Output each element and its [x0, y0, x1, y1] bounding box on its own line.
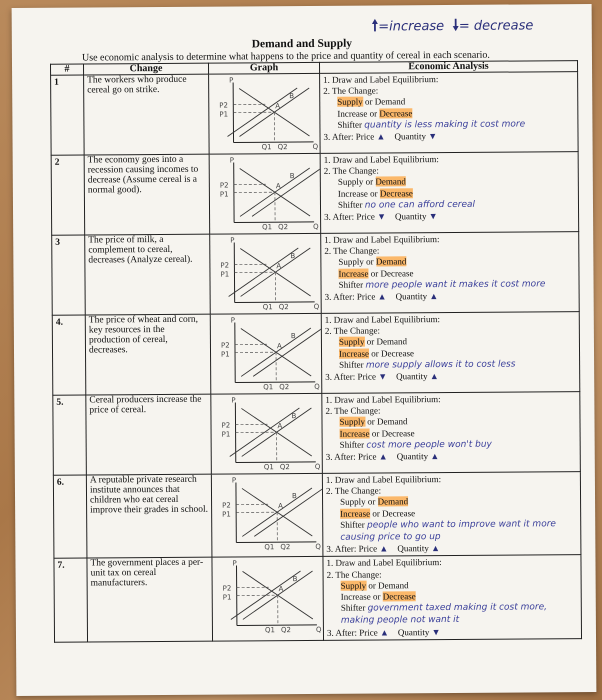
p1-label: P1 — [222, 510, 231, 519]
step-draw-label: 1. Draw and Label Equilibrium: — [323, 154, 439, 165]
increase-decrease-line: Increase or Decrease — [340, 591, 416, 602]
point-a-label: A — [278, 585, 284, 594]
p1-label: P1 — [219, 190, 229, 199]
analysis-cell — [323, 555, 582, 640]
change-cell — [85, 314, 211, 395]
graph-cell — [209, 73, 321, 154]
axis-label-p: P — [231, 396, 236, 405]
point-a-label: A — [276, 262, 282, 271]
change-text: The workers who produce cereal go on strike. — [87, 74, 187, 96]
x-axis — [234, 222, 314, 223]
change-cell — [85, 234, 211, 315]
shifter-line: Shifter more people want it makes it cost more — [338, 279, 546, 291]
q2-label: Q2 — [277, 143, 288, 151]
graph-cell — [211, 473, 323, 557]
step-change-label: 2. The Change: — [323, 85, 379, 97]
p2-label: P2 — [221, 421, 231, 430]
graph-cell — [210, 313, 322, 394]
shifter-line: Shifter no one can afford cereal — [337, 199, 476, 211]
q2-label: Q2 — [279, 383, 290, 391]
supply-demand-graph — [211, 394, 322, 471]
q1-label: Q1 — [263, 383, 274, 391]
axis-label-p: P — [230, 236, 235, 245]
point-b-label: B — [291, 492, 297, 501]
after-line: 3. After: Price ▲ Quantity ▼ — [323, 131, 438, 142]
axis-label-q: Q — [314, 382, 320, 391]
increase-decrease-line: Increase or Decrease — [337, 187, 413, 199]
point-b-label: B — [290, 252, 296, 261]
change-cell — [87, 558, 213, 642]
header-analysis: Economic Analysis — [319, 61, 577, 74]
change-text: The economy goes into a recession causing incomes to decrease (Assume cereal is a normal good). — [87, 154, 199, 196]
row-number: 5. — [53, 395, 87, 475]
table-row — [54, 555, 582, 642]
shifted-curve — [253, 328, 321, 376]
supply-demand-graph — [211, 314, 322, 391]
point-b-label: B — [289, 172, 295, 181]
table-row — [52, 312, 580, 396]
shifted-curve — [227, 88, 297, 136]
shifter-line: Shifter quantity is less making it cost more — [337, 119, 526, 131]
p1-label: P1 — [220, 270, 230, 279]
analysis-cell — [321, 312, 580, 394]
supply-demand-line: Supply or Demand — [340, 496, 409, 508]
table-row — [53, 472, 581, 559]
page-subtitle: Use economic analysis to determine what happens to the price and quantity of cereal in each scenario. — [81, 49, 490, 64]
row-number: 3 — [52, 235, 86, 315]
axis-label-q: Q — [314, 462, 321, 471]
page-title: Demand and Supply — [251, 37, 353, 51]
increase-decrease-line: Increase or Decrease — [339, 427, 415, 439]
p2-label: P2 — [219, 101, 229, 110]
shifter-line: Shifter people who want to improve want it more causing price to go up — [340, 519, 556, 543]
increase-decrease-line: Increase or Decrease — [338, 347, 415, 359]
shifted-curve — [252, 168, 320, 216]
row-number: 4. — [52, 315, 86, 395]
table-row — [53, 392, 581, 476]
legend-increase: =increase — [378, 19, 445, 35]
x-axis — [235, 382, 315, 383]
supply-demand-line: Supply or Demand — [340, 580, 409, 591]
change-cell — [86, 474, 212, 558]
row-number: 6. — [53, 475, 87, 559]
after-line: 3. After: Price ▲ Quantity ▲ — [324, 291, 439, 302]
shifter-line: Shifter government taxed making it cost more, making people not want it — [340, 602, 548, 627]
change-text: The price of milk, a complement to cereal, decreases (Analyze cereal). — [88, 234, 193, 266]
axis-label-p: P — [229, 156, 234, 165]
table-row — [52, 232, 580, 316]
step-draw-label: 1. Draw and Label Equilibrium: — [326, 557, 442, 569]
table-row — [51, 72, 579, 156]
header-change: Change — [83, 63, 208, 75]
x-axis — [236, 542, 316, 543]
shifter-line: Shifter cost more people won't buy — [339, 439, 492, 451]
increase-decrease-line: Increase or Decrease — [340, 507, 416, 519]
step-change-label: 2. The Change: — [325, 485, 382, 497]
step-change-label: 2. The Change: — [325, 405, 381, 417]
supply-demand-line: Supply or Demand — [337, 96, 406, 108]
p1-label: P1 — [221, 350, 230, 359]
change-cell — [84, 154, 210, 235]
q1-label: Q1 — [264, 543, 275, 551]
header-graph: Graph — [208, 62, 319, 74]
q1-label: Q1 — [263, 463, 274, 471]
change-text: Cereal producers increase the price of cereal. — [89, 394, 202, 416]
row-number: 7. — [54, 558, 88, 642]
supply-demand-graph — [212, 474, 323, 551]
q1-label: Q1 — [261, 143, 272, 151]
after-line: 3. After: Price ▼ Quantity ▲ — [325, 371, 439, 382]
graph-cell — [209, 153, 321, 234]
legend-decrease: = decrease — [458, 18, 534, 34]
worksheet-paper — [12, 4, 597, 696]
axis-label-p: P — [231, 476, 237, 485]
step-draw-label: 1. Draw and Label Equilibrium: — [325, 394, 441, 405]
q1-label: Q1 — [262, 223, 273, 231]
supply-demand-line: Supply or Demand — [337, 176, 406, 188]
point-a-label: A — [277, 422, 283, 431]
axis-label-q: Q — [313, 302, 320, 311]
step-draw-label: 1. Draw and Label Equilibrium: — [324, 314, 441, 325]
header-num: # — [50, 64, 83, 75]
step-change-label: 2. The Change: — [326, 569, 382, 580]
p2-label: P2 — [219, 181, 229, 190]
q2-label: Q2 — [280, 626, 291, 635]
increase-decrease-line: Increase or Decrease — [337, 107, 413, 119]
after-line: 3. After: Price ▲ Quantity ▲ — [326, 543, 441, 555]
shifted-curve — [228, 248, 298, 296]
increase-decrease-line: Increase or Decrease — [338, 267, 414, 279]
axis-label-p: P — [229, 76, 234, 85]
point-a-label: A — [276, 342, 282, 351]
p2-label: P2 — [220, 341, 230, 350]
step-draw-label: 1. Draw and Label Equilibrium: — [323, 74, 439, 85]
step-change-label: 2. The Change: — [324, 325, 380, 337]
row-number: 1 — [51, 75, 85, 155]
x-axis — [236, 462, 316, 463]
point-a-label: A — [275, 182, 281, 191]
analysis-cell — [320, 72, 579, 154]
change-cell — [84, 74, 210, 155]
supply-demand-graph — [210, 154, 321, 231]
supply-demand-graph — [210, 234, 321, 311]
x-axis — [234, 142, 314, 143]
row-number: 2 — [51, 155, 85, 235]
point-a-label: A — [275, 102, 281, 111]
p2-label: P2 — [220, 261, 230, 270]
p1-label: P1 — [222, 593, 232, 602]
graph-cell — [212, 557, 324, 641]
p1-label: P1 — [221, 430, 231, 439]
axis-label-p: P — [230, 316, 236, 325]
shifted-curve — [254, 488, 322, 536]
after-line: 3. After: Price ▼ Quantity ▼ — [324, 211, 438, 222]
q1-label: Q1 — [262, 303, 273, 311]
shifted-curve — [231, 571, 301, 619]
after-line: 3. After: Price ▲ Quantity ▲ — [325, 451, 440, 462]
q2-label: Q2 — [280, 543, 291, 551]
analysis-cell — [322, 392, 581, 474]
point-b-label: B — [291, 412, 297, 421]
supply-demand-graph — [212, 557, 323, 634]
step-draw-label: 1. Draw and Label Equilibrium: — [325, 474, 442, 485]
x-axis — [237, 625, 317, 626]
analysis-cell — [320, 152, 579, 234]
graph-cell — [211, 393, 323, 474]
shifted-curve — [229, 408, 299, 456]
change-cell — [86, 394, 212, 475]
analysis-table — [50, 60, 582, 643]
q2-label: Q2 — [279, 463, 290, 471]
p2-label: P2 — [222, 501, 231, 510]
change-text: The government places a per-unit tax on cereal manufacturers. — [90, 558, 204, 589]
point-b-label: B — [289, 92, 295, 101]
p1-label: P1 — [219, 110, 229, 119]
analysis-cell — [322, 472, 581, 557]
q2-label: Q2 — [278, 303, 289, 311]
supply-demand-graph — [209, 74, 320, 151]
analysis-cell — [321, 232, 580, 314]
step-change-label: 2. The Change: — [323, 165, 379, 177]
supply-demand-line: Supply or Demand — [338, 256, 407, 268]
shifter-line: Shifter more supply allows it to cost less — [339, 359, 516, 371]
point-b-label: B — [292, 575, 298, 584]
q2-label: Q2 — [278, 223, 289, 231]
graph-cell — [210, 233, 322, 314]
step-draw-label: 1. Draw and Label Equilibrium: — [324, 234, 440, 245]
change-text: The price of wheat and corn, key resources in the production of cereal, decreases. — [88, 314, 199, 356]
axis-label-q: Q — [312, 142, 319, 151]
q1-label: Q1 — [264, 626, 275, 635]
up-arrow-icon: 🠕 — [371, 16, 379, 35]
x-axis — [235, 302, 315, 303]
axis-label-p: P — [232, 559, 237, 568]
change-text: A reputable private research institute announces that children who eat cereal improve their grades in school. — [89, 474, 209, 516]
axis-label-q: Q — [315, 542, 321, 551]
point-b-label: B — [290, 332, 296, 341]
supply-demand-line: Supply or Demand — [338, 336, 407, 348]
step-change-label: 2. The Change: — [324, 245, 380, 257]
supply-demand-line: Supply or Demand — [339, 416, 408, 428]
down-arrow-icon: 🠗 — [452, 15, 459, 34]
table-row — [51, 152, 579, 236]
point-a-label: A — [278, 502, 283, 511]
axis-label-q: Q — [315, 626, 322, 635]
after-line: 3. After: Price ▲ Quantity ▼ — [326, 626, 441, 638]
axis-label-q: Q — [313, 222, 319, 231]
p2-label: P2 — [222, 584, 232, 593]
